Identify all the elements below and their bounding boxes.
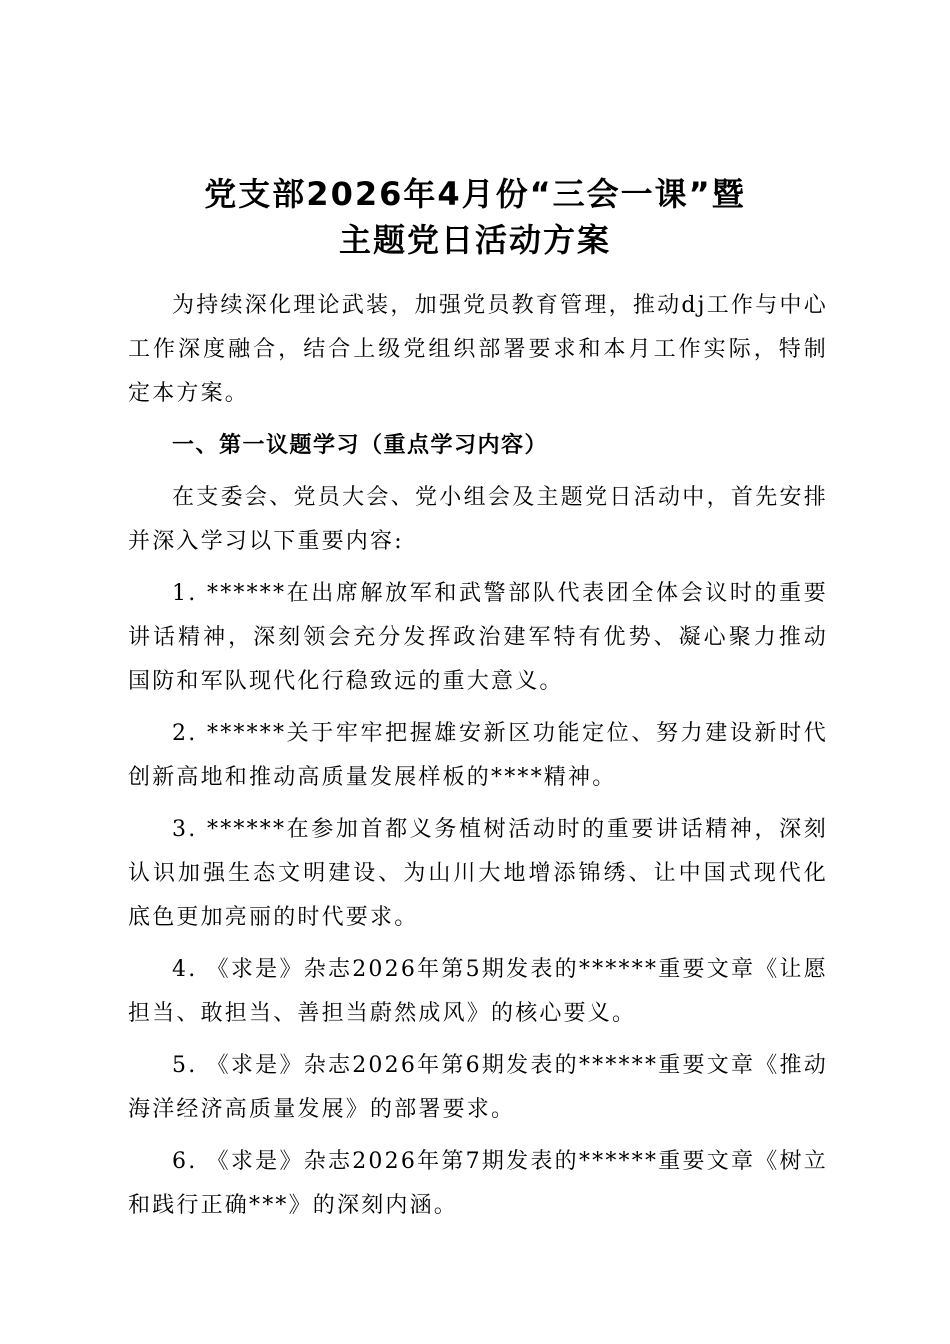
list-item-5: 5. 《求是》杂志2026年第6期发表的******重要文章《推动海洋经济高质量发展》的部署要求。: [128, 1053, 828, 1122]
intro-paragraph: 为持续深化理论武装，加强党员教育管理，推动dj工作与中心工作深度融合，结合上级党组织部署要求和本月工作实际，特制定本方案。: [128, 293, 828, 406]
section1-heading: 一、第一议题学习（重点学习内容）: [172, 433, 549, 458]
document-title-line1: 党支部2026年4月份“三会一课”暨: [204, 175, 746, 213]
document-title-line2: 主题党日活动方案: [338, 221, 611, 259]
list-item-2: 2. ******关于牢牢把握雄安新区功能定位、努力建设新时代创新高地和推动高质量发展样板的****精神。: [128, 721, 828, 790]
list-item-6: 6. 《求是》杂志2026年第7期发表的******重要文章《树立和践行正确***》的深刻内涵。: [128, 1149, 828, 1218]
document-body: [128, 284, 828, 1228]
list-item-4: 4. 《求是》杂志2026年第5期发表的******重要文章《让愿担当、敢担当、善担当蔚然成风》的核心要义。: [128, 957, 828, 1026]
section1-intro: 在支委会、党员大会、党小组会及主题党日活动中，首先安排并深入学习以下重要内容:: [128, 485, 828, 554]
list-item-1: 1. ******在出席解放军和武警部队代表团全体会议时的重要讲话精神，深刻领会充分发挥政治建军特有优势、凝心聚力推动国防和军队现代化行稳致远的重大意义。: [128, 581, 828, 694]
list-item-3: 3. ******在参加首都义务植树活动时的重要讲话精神，深刻认识加强生态文明建设、为山川大地增添锦绣、让中国式现代化底色更加亮丽的时代要求。: [128, 817, 828, 930]
